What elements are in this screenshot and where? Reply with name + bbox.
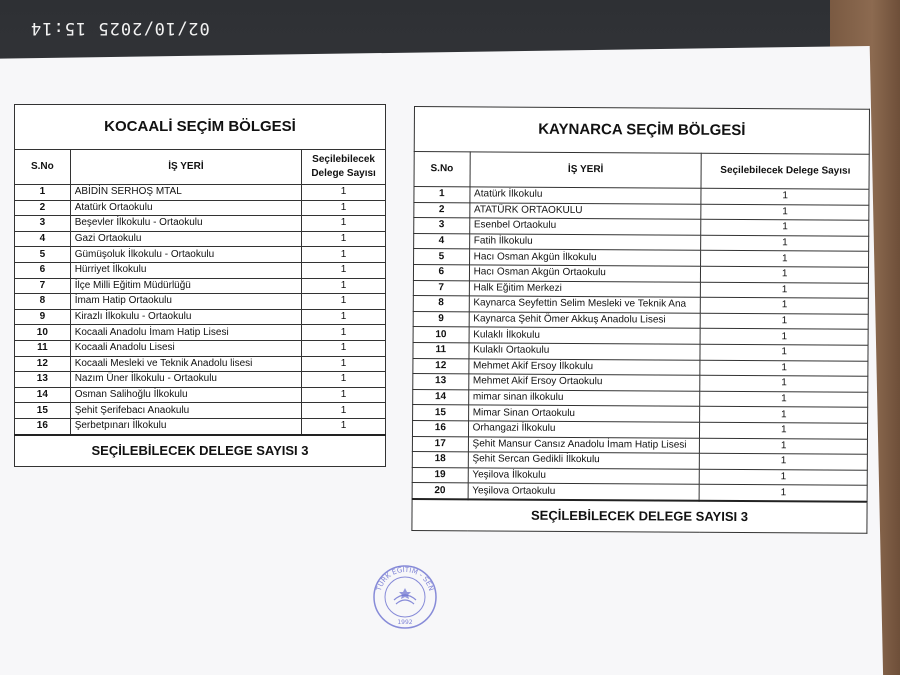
row-number: 12 — [15, 356, 71, 372]
row-number: 7 — [15, 278, 71, 294]
row-number: 5 — [414, 249, 470, 265]
row-number: 5 — [15, 247, 71, 263]
delegate-count: 1 — [700, 438, 868, 455]
table-row — [15, 372, 386, 388]
row-number: 20 — [412, 483, 468, 499]
row-number: 11 — [413, 342, 469, 358]
delegate-count: 1 — [302, 231, 386, 247]
table-body — [15, 185, 386, 435]
delegate-count: 1 — [302, 262, 386, 278]
workplace-name: Kulaklı İlkokulu — [469, 327, 701, 344]
workplace-name: Şehit Sercan Gedikli İlkokulu — [468, 452, 700, 469]
delegate-count: 1 — [700, 360, 868, 377]
delegate-count: 1 — [302, 247, 386, 263]
union-stamp — [372, 564, 438, 630]
workplace-name: Şerbetpınarı İlkokulu — [70, 418, 301, 434]
row-number: 2 — [15, 200, 71, 216]
row-number: 14 — [15, 387, 71, 403]
delegate-count: 1 — [701, 188, 869, 205]
workplace-name: İmam Hatip Ortaokulu — [70, 294, 301, 310]
row-number: 4 — [414, 233, 470, 249]
delegate-count: 1 — [701, 282, 869, 299]
workplace-name: Beşevler İlkokulu - Ortaokulu — [70, 216, 301, 232]
kocaali-table — [14, 104, 386, 467]
workplace-name: Osman Salihoğlu İlkokulu — [70, 387, 301, 403]
workplace-name: Gümüşoluk İlkokulu - Ortaokulu — [70, 247, 301, 263]
delegate-count: 1 — [302, 325, 386, 341]
delegate-count: 1 — [700, 407, 868, 424]
workplace-name: Orhangazi İlkokulu — [468, 421, 700, 438]
workplace-name: Kocaali Anadolu İmam Hatip Lisesi — [70, 325, 301, 341]
row-number: 9 — [413, 311, 469, 327]
row-number: 3 — [414, 218, 470, 234]
delegate-count: 1 — [700, 453, 868, 470]
workplace-name: Kocaali Anadolu Lisesi — [70, 340, 301, 356]
workplace-name: mimar sinan ilkokulu — [468, 390, 700, 407]
delegate-count: 1 — [701, 219, 869, 236]
header-sno: S.No — [414, 152, 470, 187]
row-number: 13 — [15, 372, 71, 388]
delegate-count: 1 — [700, 469, 868, 486]
delegate-count: 1 — [302, 356, 386, 372]
table-row — [15, 216, 386, 232]
delegate-count: 1 — [302, 403, 386, 419]
table-row — [15, 387, 386, 403]
row-number: 14 — [413, 389, 469, 405]
workplace-name: Halk Eğitim Merkezi — [469, 280, 701, 297]
table-row — [15, 309, 386, 325]
workplace-name: Kirazlı İlkokulu - Ortaokulu — [70, 309, 301, 325]
table-row — [15, 185, 386, 201]
delegate-count: 1 — [700, 422, 868, 439]
delegate-count: 1 — [701, 251, 869, 268]
row-number: 2 — [414, 202, 470, 218]
delegate-count: 1 — [701, 235, 869, 252]
row-number: 4 — [15, 231, 71, 247]
delegate-count: 1 — [701, 313, 869, 330]
workplace-name: Hacı Osman Akgün İlkokulu — [469, 249, 701, 266]
delegate-count: 1 — [302, 200, 386, 216]
delegate-count: 1 — [302, 294, 386, 310]
table-title: KAYNARCA SEÇİM BÖLGESİ — [414, 107, 869, 155]
row-number: 18 — [412, 452, 468, 468]
workplace-name: ABİDİN SERHOŞ MTAL — [70, 185, 301, 201]
row-number: 17 — [412, 436, 468, 452]
table-row — [15, 231, 386, 247]
delegate-count: 1 — [701, 204, 869, 221]
delegate-count: 1 — [302, 278, 386, 294]
row-number: 7 — [413, 280, 469, 296]
header-delegate-count: Seçilebilecek Delege Sayısı — [302, 150, 386, 185]
row-number: 16 — [412, 420, 468, 436]
row-number: 9 — [15, 309, 71, 325]
table-row — [15, 418, 386, 434]
row-number: 15 — [413, 405, 469, 421]
table-row — [15, 247, 386, 263]
delegate-count: 1 — [302, 340, 386, 356]
row-number: 19 — [412, 467, 468, 483]
header-workplace: İŞ YERİ — [70, 150, 301, 185]
workplace-name: Mehmet Akif Ersoy Ortaokulu — [468, 374, 700, 391]
row-number: 11 — [15, 340, 71, 356]
delegate-count: 1 — [302, 372, 386, 388]
stamp-text: TÜRK EĞİTİM - SEN — [374, 565, 436, 592]
row-number: 10 — [413, 327, 469, 343]
workplace-name: Fatih İlkokulu — [469, 234, 701, 251]
delegate-count: 1 — [701, 329, 869, 346]
table-row — [15, 278, 386, 294]
header-sno: S.No — [15, 150, 71, 185]
row-number: 6 — [15, 262, 71, 278]
delegate-count: 1 — [302, 387, 386, 403]
photo-timestamp: 02/10/2025 15:14 — [30, 18, 210, 38]
row-number: 1 — [15, 185, 71, 201]
table-row — [15, 325, 386, 341]
table-row — [15, 403, 386, 419]
workplace-name: Gazi Ortaokulu — [70, 231, 301, 247]
table-row — [15, 340, 386, 356]
workplace-name: Kulaklı Ortaokulu — [469, 343, 701, 360]
row-number: 8 — [413, 296, 469, 312]
kaynarca-table — [411, 106, 870, 534]
delegate-count: 1 — [302, 309, 386, 325]
row-number: 3 — [15, 216, 71, 232]
workplace-name: Yeşilova Ortaokulu — [468, 483, 700, 501]
table-title: KOCAALİ SEÇİM BÖLGESİ — [15, 105, 386, 150]
row-number: 8 — [15, 294, 71, 310]
workplace-name: Kaynarca Şehit Ömer Akkuş Anadolu Lisesi — [469, 312, 701, 329]
workplace-name: Mimar Sinan Ortaokulu — [468, 405, 700, 422]
workplace-name: Yeşilova İlkokulu — [468, 468, 700, 485]
workplace-name: Esenbel Ortaokulu — [469, 218, 701, 235]
table-row — [15, 262, 386, 278]
workplace-name: İlçe Milli Eğitim Müdürlüğü — [70, 278, 301, 294]
delegate-count: 1 — [700, 485, 868, 502]
row-number: 16 — [15, 418, 71, 434]
delegate-count: 1 — [302, 216, 386, 232]
delegate-count: 1 — [700, 391, 868, 408]
workplace-name: Atatürk Ortaokulu — [70, 200, 301, 216]
row-number: 10 — [15, 325, 71, 341]
workplace-name: Mehmet Akif Ersoy İlkokulu — [468, 358, 700, 375]
row-number: 15 — [15, 403, 71, 419]
row-number: 12 — [413, 358, 469, 374]
workplace-name: Hacı Osman Akgün Ortaokulu — [469, 265, 701, 282]
workplace-name: ATATÜRK ORTAOKULU — [469, 202, 701, 219]
delegate-count: 1 — [700, 344, 868, 361]
delegate-count: 1 — [701, 297, 869, 314]
table-footer: SEÇİLEBİLECEK DELEGE SAYISI 3 — [412, 499, 867, 533]
workplace-name: Hürriyet İlkokulu — [70, 262, 301, 278]
header-delegate-count: Seçilebilecek Delege Sayısı — [701, 153, 869, 189]
workplace-name: Şehit Mansur Cansız Anadolu İmam Hatip Lisesi — [468, 436, 700, 453]
workplace-name: Şehit Şerifebacı Anaokulu — [70, 403, 301, 419]
stamp-year: 1992 — [397, 619, 413, 626]
table-row — [15, 200, 386, 216]
table-row — [15, 356, 386, 372]
header-workplace: İŞ YERİ — [470, 152, 702, 188]
delegate-count: 1 — [302, 185, 386, 201]
delegate-count: 1 — [700, 375, 868, 392]
table-body — [412, 187, 869, 502]
table-row — [15, 294, 386, 310]
table-footer: SEÇİLEBİLECEK DELEGE SAYISI 3 — [15, 435, 386, 467]
row-number: 13 — [413, 374, 469, 390]
row-number: 6 — [413, 264, 469, 280]
delegate-count: 1 — [701, 266, 869, 283]
workplace-name: Kaynarca Seyfettin Selim Mesleki ve Teknik Ana — [469, 296, 701, 313]
row-number: 1 — [414, 187, 470, 203]
workplace-name: Kocaali Mesleki ve Teknik Anadolu lisesi — [70, 356, 301, 372]
workplace-name: Nazım Üner İlkokulu - Ortaokulu — [70, 372, 301, 388]
workplace-name: Atatürk İlkokulu — [470, 187, 702, 204]
delegate-count: 1 — [302, 418, 386, 434]
